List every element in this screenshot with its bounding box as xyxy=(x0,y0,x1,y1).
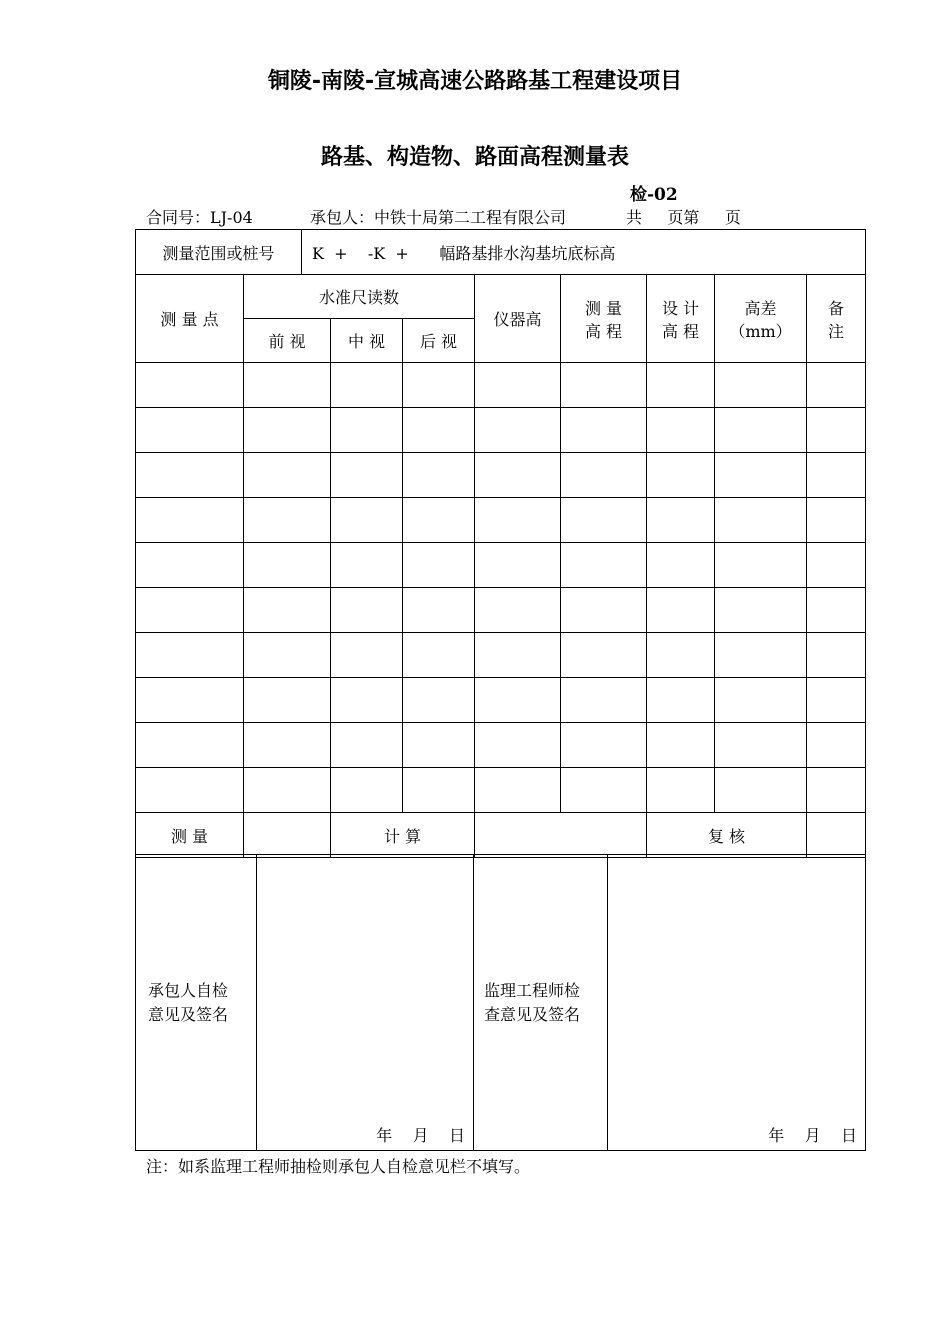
table-cell[interactable] xyxy=(475,408,561,453)
table-cell[interactable] xyxy=(475,588,561,633)
table-cell[interactable] xyxy=(807,678,866,723)
table-cell[interactable] xyxy=(331,408,403,453)
table-row xyxy=(136,588,866,633)
table-cell[interactable] xyxy=(244,723,331,768)
table-cell[interactable] xyxy=(647,363,715,408)
calculate-label: 计 算 xyxy=(331,813,475,858)
table-cell[interactable] xyxy=(244,543,331,588)
table-cell[interactable] xyxy=(715,363,807,408)
table-cell[interactable] xyxy=(244,363,331,408)
table-cell[interactable] xyxy=(807,723,866,768)
table-cell[interactable] xyxy=(647,543,715,588)
table-cell[interactable] xyxy=(136,453,244,498)
opinion-table xyxy=(135,854,866,1151)
table-cell[interactable] xyxy=(561,453,647,498)
table-cell[interactable] xyxy=(561,498,647,543)
supervisor-date: 年 月 日 xyxy=(768,1126,857,1145)
table-cell[interactable] xyxy=(715,408,807,453)
table-cell[interactable] xyxy=(715,768,807,813)
table-cell[interactable] xyxy=(715,633,807,678)
table-cell[interactable] xyxy=(136,588,244,633)
table-cell[interactable] xyxy=(331,588,403,633)
table-cell[interactable] xyxy=(475,453,561,498)
table-cell[interactable] xyxy=(647,408,715,453)
col-intermediate: 中 视 xyxy=(331,319,403,363)
table-cell[interactable] xyxy=(136,363,244,408)
review-sign-field[interactable] xyxy=(807,813,866,858)
col-instrument-height: 仪器高 xyxy=(475,275,561,363)
table-cell[interactable] xyxy=(244,453,331,498)
table-cell[interactable] xyxy=(403,588,475,633)
contract-number: 合同号：LJ-04 xyxy=(146,208,253,227)
table-row xyxy=(136,678,866,723)
footer-note: 注：如系监理工程师抽检则承包人自检意见栏不填写。 xyxy=(146,1157,531,1176)
table-cell[interactable] xyxy=(244,588,331,633)
table-cell[interactable] xyxy=(331,363,403,408)
table-cell[interactable] xyxy=(475,633,561,678)
supervisor-opinion-label: 监理工程师检 查意见及签名 xyxy=(474,855,608,1151)
table-cell[interactable] xyxy=(647,498,715,543)
table-cell[interactable] xyxy=(331,768,403,813)
table-cell[interactable] xyxy=(403,633,475,678)
form-number: 检-02 xyxy=(630,185,678,205)
table-cell[interactable] xyxy=(244,768,331,813)
table-cell[interactable] xyxy=(331,678,403,723)
col-foresight: 前 视 xyxy=(244,319,331,363)
table-cell[interactable] xyxy=(807,408,866,453)
table-cell[interactable] xyxy=(403,408,475,453)
form-title: 路基、构造物、路面高程测量表 xyxy=(320,145,629,170)
col-design-elevation: 设 计 高 程 xyxy=(647,275,715,363)
table-row xyxy=(136,768,866,813)
table-cell[interactable] xyxy=(403,678,475,723)
table-cell[interactable] xyxy=(403,363,475,408)
table-row xyxy=(136,498,866,543)
table-cell[interactable] xyxy=(244,498,331,543)
measure-sign-field[interactable] xyxy=(244,813,331,858)
table-cell[interactable] xyxy=(807,633,866,678)
table-cell[interactable] xyxy=(475,723,561,768)
table-cell[interactable] xyxy=(561,633,647,678)
table-cell[interactable] xyxy=(561,768,647,813)
table-row xyxy=(136,408,866,453)
table-row xyxy=(136,633,866,678)
supervisor-opinion-field[interactable] xyxy=(608,855,866,1151)
table-cell[interactable] xyxy=(475,678,561,723)
table-cell[interactable] xyxy=(331,498,403,543)
table-cell[interactable] xyxy=(647,588,715,633)
table-cell[interactable] xyxy=(715,723,807,768)
col-measure-point: 测 量 点 xyxy=(136,275,244,363)
table-cell[interactable] xyxy=(331,453,403,498)
table-cell[interactable] xyxy=(807,498,866,543)
table-cell[interactable] xyxy=(807,363,866,408)
table-cell[interactable] xyxy=(136,723,244,768)
table-cell[interactable] xyxy=(244,678,331,723)
table-cell[interactable] xyxy=(136,543,244,588)
col-backsight: 后 视 xyxy=(403,319,475,363)
contractor-name: 承包人：中铁十局第二工程有限公司 xyxy=(310,208,567,227)
contractor-opinion-field[interactable] xyxy=(257,855,474,1151)
table-cell[interactable] xyxy=(561,723,647,768)
table-cell[interactable] xyxy=(244,633,331,678)
table-cell[interactable] xyxy=(715,453,807,498)
data-rows xyxy=(136,363,866,813)
table-row xyxy=(136,543,866,588)
table-cell[interactable] xyxy=(244,408,331,453)
table-cell[interactable] xyxy=(403,498,475,543)
review-label: 复 核 xyxy=(647,813,807,858)
contractor-date: 年 月 日 xyxy=(376,1126,465,1145)
table-cell[interactable] xyxy=(715,543,807,588)
table-cell[interactable] xyxy=(136,678,244,723)
col-height-diff: 高差 （mm） xyxy=(715,275,807,363)
col-staff-reading: 水准尺读数 xyxy=(244,275,475,319)
table-cell[interactable] xyxy=(403,453,475,498)
table-cell[interactable] xyxy=(561,408,647,453)
page-count: 共 页第 页 xyxy=(626,208,741,227)
table-cell[interactable] xyxy=(807,768,866,813)
table-cell[interactable] xyxy=(136,498,244,543)
table-cell[interactable] xyxy=(403,543,475,588)
range-label: 测量范围或桩号 xyxy=(136,230,302,275)
measurement-table xyxy=(135,229,866,858)
table-cell[interactable] xyxy=(475,768,561,813)
table-cell[interactable] xyxy=(715,498,807,543)
table-cell[interactable] xyxy=(807,543,866,588)
table-row xyxy=(136,363,866,408)
range-value[interactable]: K + -K + 幅路基排水沟基坑底标高 xyxy=(302,230,866,275)
table-cell[interactable] xyxy=(136,633,244,678)
project-title: 铜陵-南陵-宣城高速公路路基工程建设项目 xyxy=(267,69,683,94)
table-cell[interactable] xyxy=(715,678,807,723)
table-cell[interactable] xyxy=(475,363,561,408)
table-cell[interactable] xyxy=(136,408,244,453)
table-cell[interactable] xyxy=(331,723,403,768)
col-remarks: 备 注 xyxy=(807,275,866,363)
table-cell[interactable] xyxy=(561,363,647,408)
table-cell[interactable] xyxy=(561,678,647,723)
measure-label: 测 量 xyxy=(136,813,244,858)
table-cell[interactable] xyxy=(403,768,475,813)
table-cell[interactable] xyxy=(561,588,647,633)
table-cell[interactable] xyxy=(807,453,866,498)
table-cell[interactable] xyxy=(715,588,807,633)
calculate-sign-field[interactable] xyxy=(475,813,647,858)
table-cell[interactable] xyxy=(331,543,403,588)
col-measured-elevation: 测 量 高 程 xyxy=(561,275,647,363)
table-cell[interactable] xyxy=(403,723,475,768)
table-cell[interactable] xyxy=(647,678,715,723)
table-cell[interactable] xyxy=(475,498,561,543)
table-row xyxy=(136,453,866,498)
table-cell[interactable] xyxy=(475,543,561,588)
table-cell[interactable] xyxy=(331,633,403,678)
contractor-opinion-label: 承包人自检 意见及签名 xyxy=(136,855,257,1151)
table-cell[interactable] xyxy=(647,453,715,498)
table-row xyxy=(136,723,866,768)
table-cell[interactable] xyxy=(647,633,715,678)
table-cell[interactable] xyxy=(136,768,244,813)
table-cell[interactable] xyxy=(647,723,715,768)
table-cell[interactable] xyxy=(561,543,647,588)
table-cell[interactable] xyxy=(647,768,715,813)
table-cell[interactable] xyxy=(807,588,866,633)
